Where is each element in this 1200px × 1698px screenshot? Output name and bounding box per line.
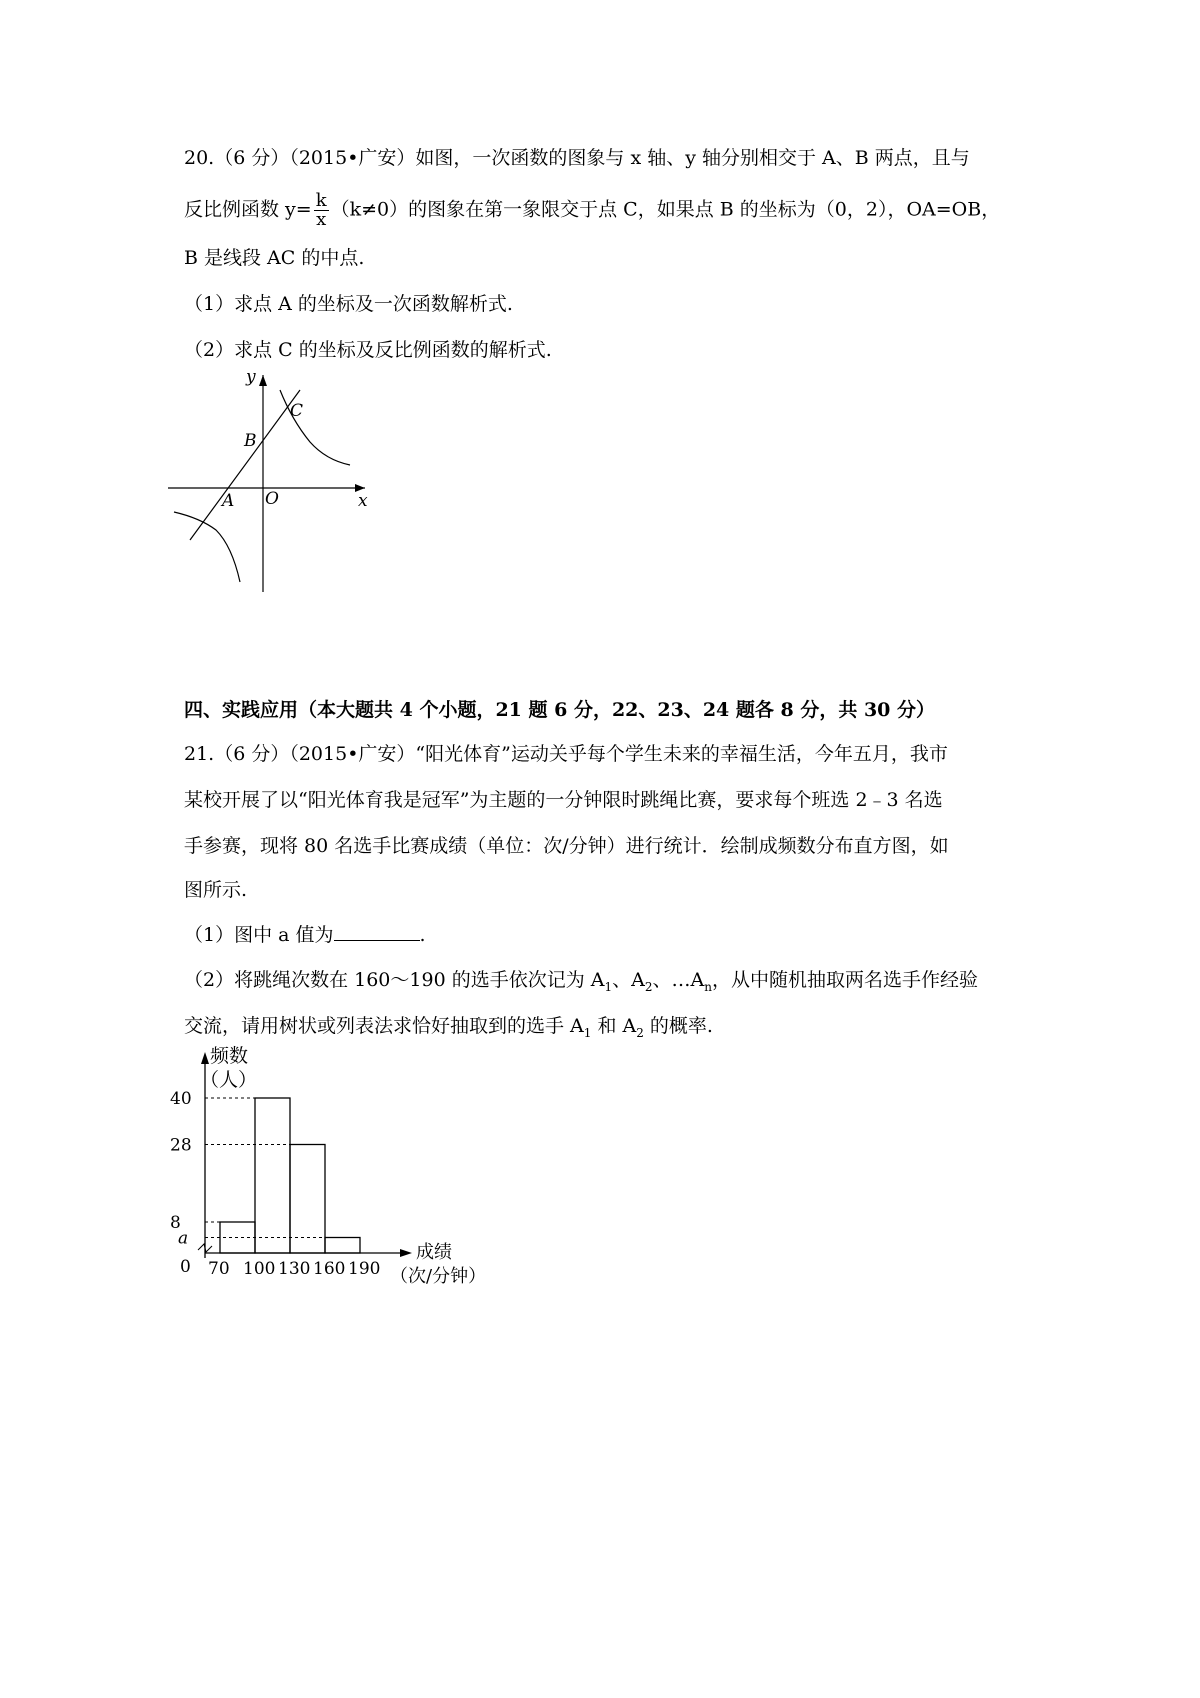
label-b: B	[244, 431, 257, 451]
y-tick-label: 40	[170, 1089, 192, 1109]
x-tick-label: 160	[313, 1259, 346, 1279]
hist-x-arrow	[400, 1249, 412, 1257]
x-tick-label: 130	[278, 1259, 311, 1279]
q20-line3: B 是线段 AC 的中点.	[184, 247, 365, 269]
label-a: A	[222, 491, 235, 511]
q20-line2-post: （k≠0）的图象在第一象限交于点 C，如果点 B 的坐标为（0，2），OA=OB，	[330, 198, 1001, 221]
hist-y-arrow	[201, 1052, 209, 1064]
y-tick-label: a	[178, 1228, 189, 1249]
histogram-bar	[255, 1098, 290, 1253]
q21-line3: 手参赛，现将 80 名选手比赛成绩（单位：次/分钟）进行统计．绘制成频数分布直方图，如	[184, 835, 949, 857]
y-tick-label: 8	[170, 1213, 181, 1233]
q21-line1: 21.（6 分）（2015•广安）“阳光体育”运动关乎每个学生未来的幸福生活，今年五月，我市	[184, 743, 948, 765]
xlabel-line1: 成绩	[416, 1242, 452, 1263]
ylabel-line1: 频数	[210, 1045, 249, 1067]
subscript: 2	[636, 1025, 644, 1040]
q21-sub2-l1-post: ，从中随机抽取两名选手作经验	[711, 969, 978, 991]
origin-label: 0	[180, 1257, 191, 1277]
label-y: y	[246, 367, 256, 387]
q21-line2: 某校开展了以“阳光体育我是冠军”为主题的一分钟限时跳绳比赛，要求每个班选 2﹣3 名选	[184, 789, 943, 811]
q20-sub1: （1）求点 A 的坐标及一次函数解析式.	[184, 293, 513, 315]
q21-sub1	[184, 922, 426, 947]
ylabel-line2: （人）	[200, 1069, 258, 1091]
answer-blank	[334, 922, 420, 941]
q21-sub2-l1-mid2: 、…A	[652, 969, 705, 991]
section4-title: 四、实践应用（本大题共 4 个小题，21 题 6 分，22、23、24 题各 8 分，共 30 分）	[184, 699, 936, 721]
fraction-numerator: k	[315, 190, 327, 211]
subscript: 1	[604, 979, 613, 994]
fraction-denominator: x	[316, 209, 327, 230]
q21-sub2-l1-pre: （2）将跳绳次数在 160～190 的选手依次记为 A	[184, 969, 605, 991]
q21-sub2-l2-post: 的概率.	[643, 1015, 713, 1037]
label-c: C	[290, 401, 304, 421]
fraction-k-over-x	[314, 192, 329, 229]
q20-line2-pre: 反比例函数 y=	[184, 198, 312, 221]
q20-line1: 20.（6 分）（2015•广安）如图，一次函数的图象与 x 轴、y 轴分别相交于 A、B 两点，且与	[184, 147, 970, 169]
x-tick-label: 190	[348, 1259, 381, 1279]
histogram-bar	[290, 1145, 325, 1254]
subscript: 2	[644, 979, 653, 994]
q21-sub2-l1-mid: 、A	[612, 969, 645, 991]
q21-sub2-l2-mid: 和 A	[591, 1015, 637, 1037]
q21-sub1-pre: （1）图中 a 值为	[184, 924, 334, 946]
subscript: n	[704, 979, 712, 994]
q21-sub2-line1	[184, 968, 978, 999]
q21-sub1-post: .	[419, 924, 426, 946]
y-tick-label: 28	[170, 1135, 192, 1156]
q20-sub2: （2）求点 C 的坐标及反比例函数的解析式.	[184, 339, 552, 361]
q21-sub2-l2-pre: 交流，请用树状或列表法求恰好抽取到的选手 A	[184, 1015, 584, 1037]
subscript: 1	[583, 1025, 592, 1040]
q21-line4: 图所示.	[184, 879, 248, 901]
q20-figure	[160, 360, 420, 610]
xlabel-line2: （次/分钟）	[390, 1266, 487, 1287]
histogram-bar	[325, 1238, 360, 1254]
hyperbola-branch-q3	[174, 512, 240, 582]
label-x: x	[358, 491, 368, 511]
y-axis-arrow	[259, 375, 267, 386]
x-tick-label: 70	[208, 1259, 230, 1279]
frequency-histogram	[160, 1040, 560, 1300]
x-tick-label: 100	[243, 1259, 276, 1279]
linear-function-line	[190, 390, 300, 540]
label-o: O	[265, 489, 279, 509]
q20-line2	[184, 192, 1000, 229]
